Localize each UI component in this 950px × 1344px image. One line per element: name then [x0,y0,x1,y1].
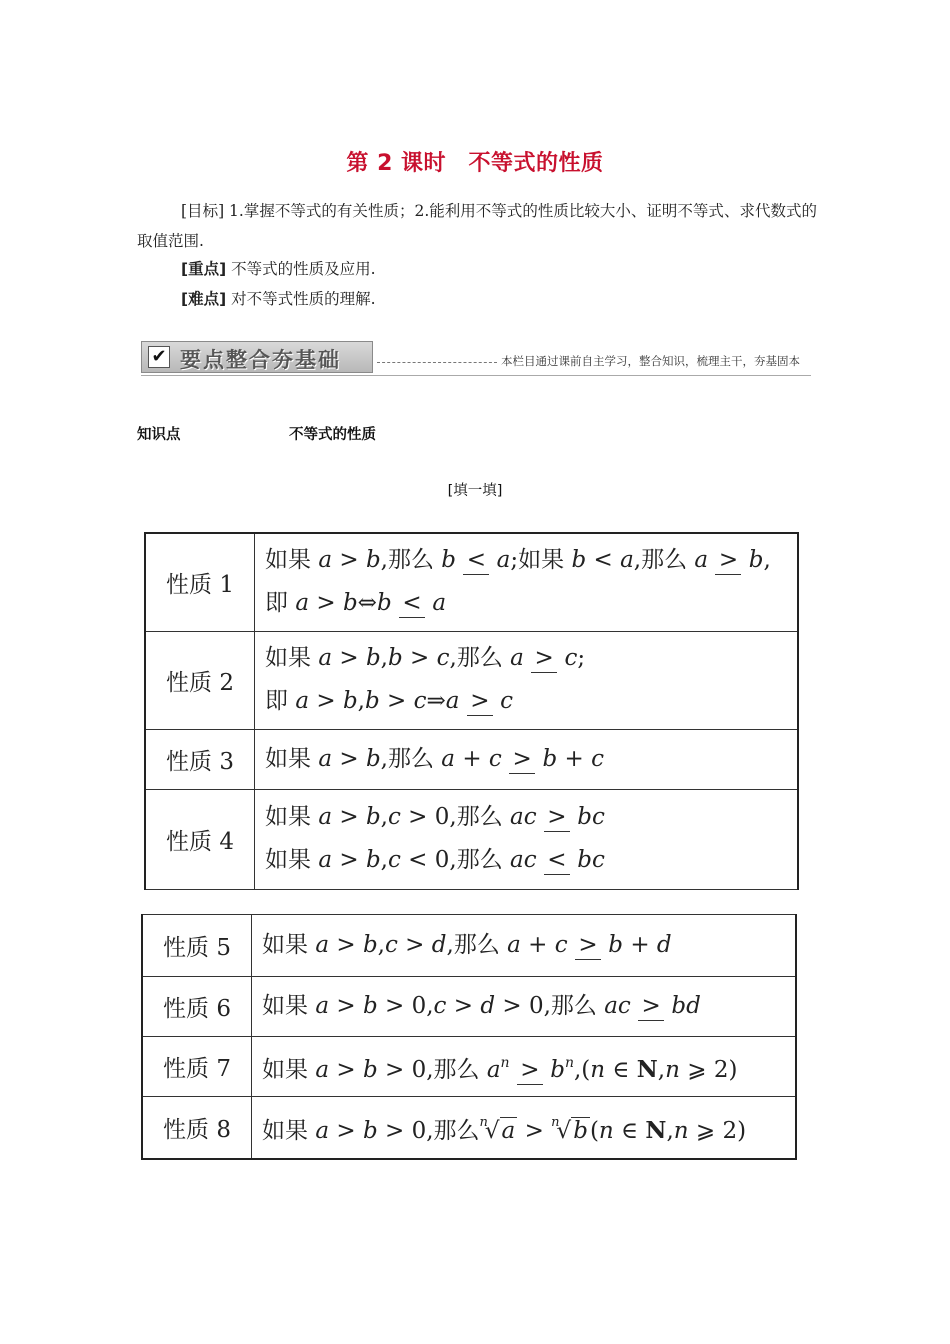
check-icon: ✔ [148,346,170,368]
difficulty-point [181,287,376,309]
table-row [142,915,796,977]
fill-in-label: [填一填] [447,483,503,499]
properties-table-2 [141,914,797,1160]
property-content: 如果 a > b,c > 0,那么 ac > bc 如果 a > b,c < 0,那么 ac < bc [255,789,799,889]
banner-box [141,341,373,373]
table-row [145,631,798,729]
property-content: 如果 a > b,那么 b < a;如果 b < a,那么 a > b, 即 a > b⇔b < a [255,533,799,631]
lesson-goal: [目标] 1.掌握不等式的有关性质；2.能利用不等式的性质比较大小、证明不等式、求代数式的取值范围. [137,202,817,250]
property-name: 性质 6 [142,977,252,1037]
banner-dashed-line [377,362,497,363]
answer-blank: < [463,546,489,575]
key-point [181,257,376,279]
answer-blank: > [575,931,601,960]
property-content: 如果 a > b > 0,那么 $a^n > b^n,(n$ ∈ N,n ⩾ 2) [252,1037,797,1097]
answer-blank: > [715,546,741,575]
section-banner [141,341,811,375]
property-content: 如果 a > b > 0,那么$^n$√a > $^n$√b(n ∈ N,n ⩾ 2) [252,1097,797,1159]
property-name: 性质 2 [145,631,255,729]
answer-blank: > [638,992,664,1021]
table-row [142,1097,796,1159]
property-content: 如果 a > b,那么 a + c > b + c [255,729,799,789]
property-name: 性质 5 [142,915,252,977]
page-title: 第 2 课时 不等式的性质 [346,151,604,176]
table-row [142,977,796,1037]
table-row [142,1037,796,1097]
difficulty-label: [难点] [181,290,227,308]
table-row [145,729,798,789]
property-name: 性质 7 [142,1037,252,1097]
property-content: 如果 a > b,c > d,那么 a + c > b + d [252,915,797,977]
property-content: 如果 a > b > 0,c > d > 0,那么 ac > bd [252,977,797,1037]
answer-blank: > [531,644,557,673]
answer-blank: < [399,589,425,618]
property-name: 性质 8 [142,1097,252,1159]
banner-title: 要点整合夯基础 [180,348,341,372]
property-name: 性质 3 [145,729,255,789]
key-point-text: 不等式的性质及应用. [226,260,376,278]
answer-blank: > [467,687,493,716]
answer-blank: < [544,846,570,875]
properties-table-1 [144,532,799,890]
table-row [145,789,798,889]
answer-blank: > [517,1056,543,1085]
property-name: 性质 4 [145,789,255,889]
difficulty-text: 对不等式性质的理解. [226,290,376,308]
banner-note: 本栏目通过课前自主学习，整合知识，梳理主干，夯基固本 [501,354,800,368]
table-row [145,533,798,631]
knowledge-point-title: 不等式的性质 [289,427,376,443]
key-point-label: [重点] [181,260,227,278]
banner-rule [141,375,811,376]
answer-blank: > [544,803,570,832]
property-content: 如果 a > b,b > c,那么 a > c; 即 a > b,b > c⇒a > c [255,631,799,729]
knowledge-point-label: 知识点 [137,427,181,443]
answer-blank: > [509,745,535,774]
property-name: 性质 1 [145,533,255,631]
